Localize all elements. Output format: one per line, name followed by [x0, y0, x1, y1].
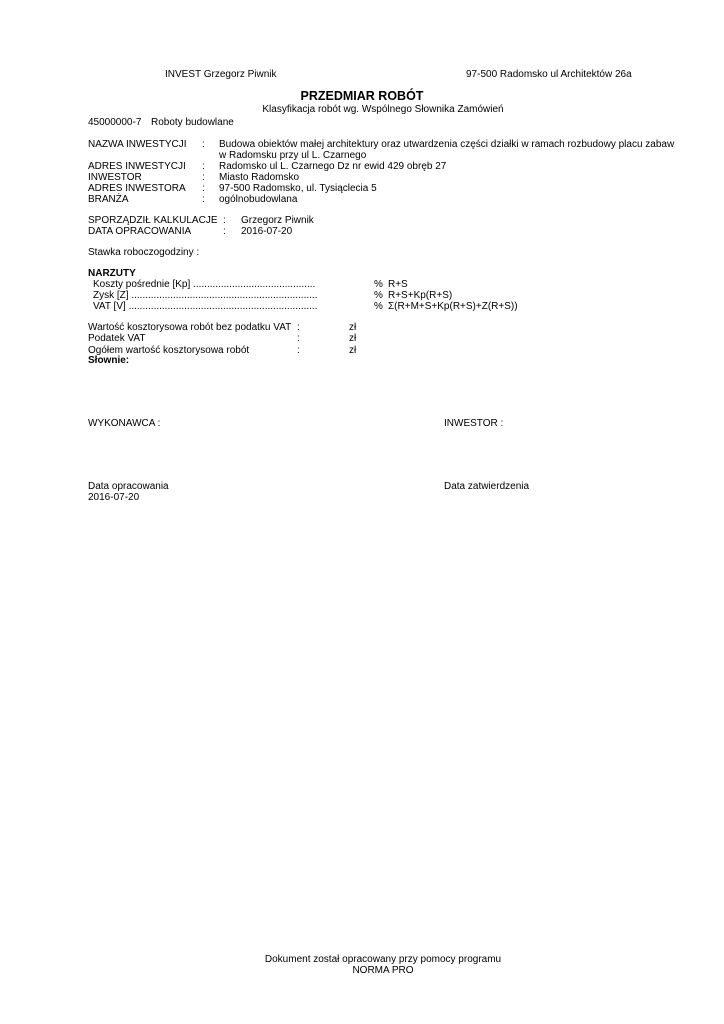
prep-date-sep: :: [223, 226, 226, 237]
total-gross-label: Ogółem wartość kosztorysowa robót: [88, 345, 250, 356]
narzut-vat-unit: %: [374, 301, 383, 312]
narzut-vat-label: VAT [V] ....................................................................: [93, 301, 318, 312]
total-gross-sep: :: [297, 345, 300, 356]
investment-address-sep: :: [202, 161, 205, 172]
prep-date-footer-value: 2016-07-20: [88, 492, 140, 503]
words-label: Słownie:: [88, 355, 130, 366]
header-address: 97-500 Radomsko ul Architektów 26a: [466, 69, 632, 80]
narzut-kp-unit: %: [374, 279, 383, 290]
header-company: INVEST Grzegorz Piwnik: [165, 69, 277, 80]
prep-date-footer-label: Data opracowania: [88, 481, 169, 492]
branch-label: BRANŻA: [88, 194, 129, 205]
investor-label: INWESTOR: [88, 172, 142, 183]
prep-date-label: DATA OPRACOWANIA: [88, 226, 192, 237]
narzuty-heading: NARZUTY: [88, 268, 136, 279]
prepared-by-sep: :: [223, 215, 226, 226]
total-net-label: Wartość kosztorysowa robót bez podatku VAT: [88, 322, 292, 333]
narzut-kp-label: Koszty pośrednie [Kp] ............................................: [93, 279, 316, 290]
cpv-name: Roboty budowlane: [151, 117, 234, 128]
investor-address-label: ADRES INWESTORA: [88, 183, 186, 194]
footer-line-1: Dokument został opracowany przy pomocy programu: [264, 954, 502, 965]
vat-sep: :: [297, 333, 300, 344]
approval-date-label: Data zatwierdzenia: [444, 481, 530, 492]
total-net-unit: zł: [349, 322, 357, 333]
cpv-code: 45000000-7: [88, 117, 142, 128]
investment-name-value: Budowa obiektów małej architektury oraz utwardzenia części działki w ramach rozbudowy placu zabaw w Radomsku przy ul L. Czarnego: [219, 139, 675, 161]
page-subtitle: Klasyfikacja robót wg. Wspólnego Słownika Zamówień: [262, 104, 504, 115]
vat-label: Podatek VAT: [88, 333, 146, 344]
branch-value: ogólnobudowlana: [219, 194, 298, 205]
investment-address-label: ADRES INWESTYCJI: [88, 161, 186, 172]
total-gross-unit: zł: [349, 345, 357, 356]
total-net-sep: :: [297, 322, 300, 333]
investor-signature-label: INWESTOR :: [444, 418, 504, 429]
branch-sep: :: [202, 194, 205, 205]
narzut-kp-formula: R+S: [388, 279, 408, 290]
investor-address-value: 97-500 Radomsko, ul. Tysiąclecia 5: [219, 183, 377, 194]
narzut-vat-formula: Σ(R+M+S+Kp(R+S)+Z(R+S)): [388, 301, 518, 312]
contractor-signature-label: WYKONAWCA :: [88, 418, 161, 429]
footer-line-2: NORMA PRO: [352, 965, 414, 976]
investment-address-value: Radomsko ul L. Czarnego Dz nr ewid 429 obręb 27: [219, 161, 447, 172]
narzut-z-label: Zysk [Z] ...................................................................: [93, 290, 318, 301]
investment-name-sep: :: [202, 139, 205, 150]
vat-unit: zł: [349, 333, 357, 344]
prep-date-value: 2016-07-20: [241, 226, 293, 237]
prepared-by-label: SPORZĄDZIŁ KALKULACJE: [88, 215, 218, 226]
investor-value: Miasto Radomsko: [219, 172, 300, 183]
investor-sep: :: [202, 172, 205, 183]
labor-rate-label: Stawka roboczogodziny :: [88, 247, 200, 258]
page-title: PRZEDMIAR ROBÓT: [300, 89, 424, 103]
investor-address-sep: :: [202, 183, 205, 194]
investment-name-label: NAZWA INWESTYCJI: [88, 139, 187, 150]
narzut-z-formula: R+S+Kp(R+S): [388, 290, 453, 301]
narzut-z-unit: %: [374, 290, 383, 301]
prepared-by-value: Grzegorz Piwnik: [241, 215, 314, 226]
